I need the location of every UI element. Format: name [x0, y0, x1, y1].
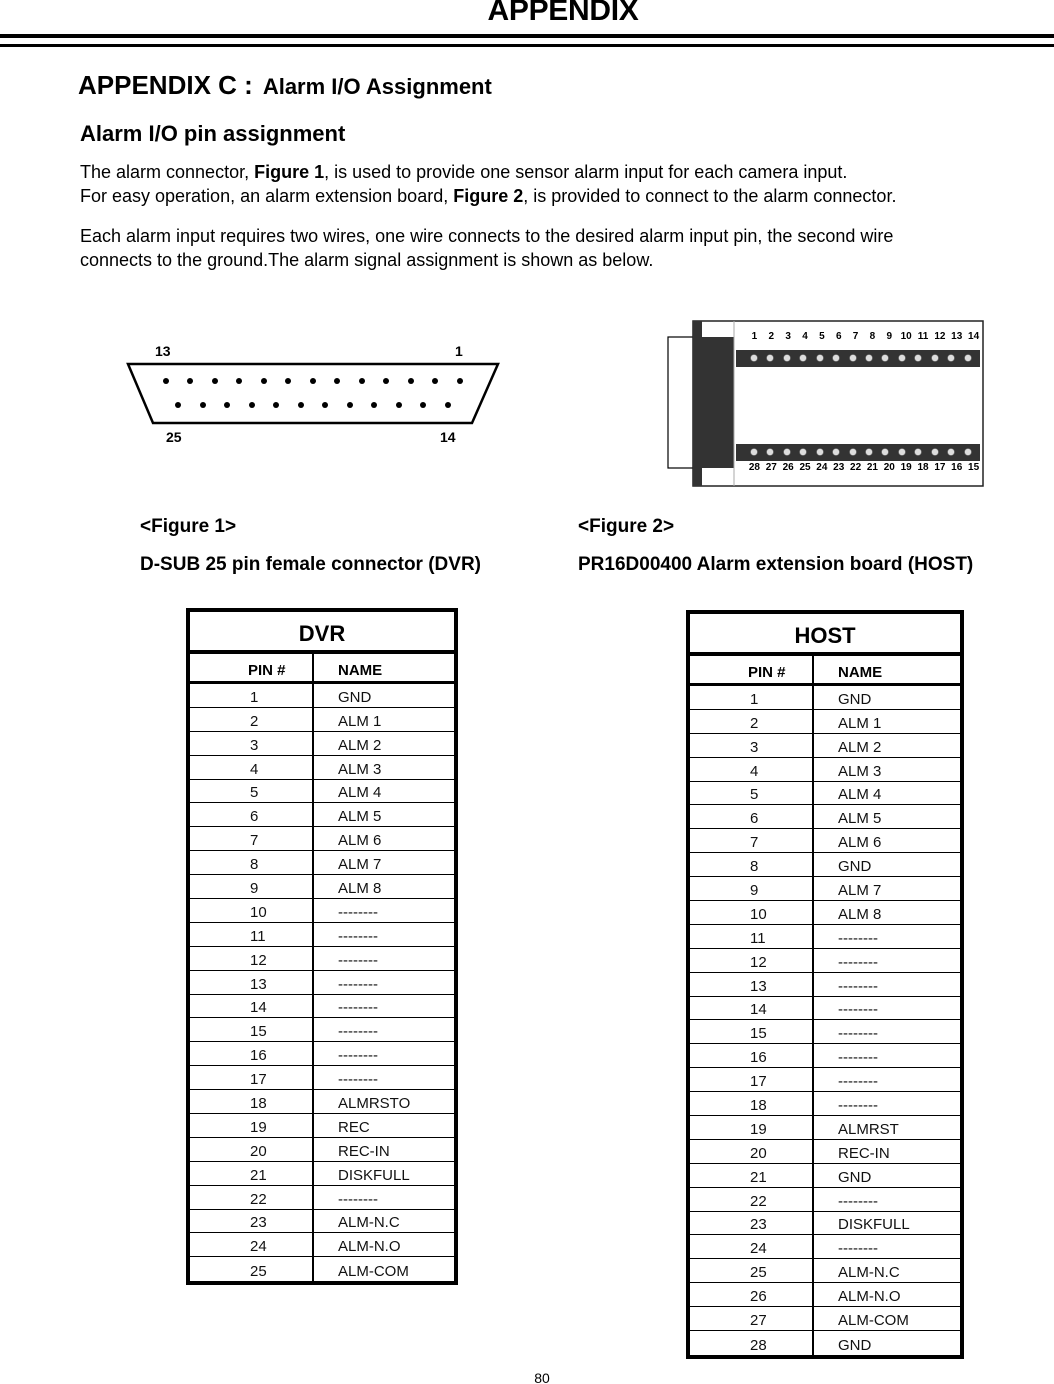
pin-number-cell: 12 [690, 949, 814, 972]
signal-name-cell: ALMRSTO [338, 1095, 411, 1113]
pin-number-cell: 10 [690, 901, 814, 924]
table-row [690, 758, 960, 782]
table-row [190, 732, 454, 756]
table-row [190, 756, 454, 780]
table-row [690, 1259, 960, 1283]
table-row [690, 805, 960, 829]
terminal-pin-number: 25 [799, 462, 811, 473]
pin-number-cell: 22 [190, 1186, 314, 1209]
signal-name-cell: -------- [838, 977, 878, 995]
terminal-pin-number: 18 [917, 462, 929, 473]
signal-name-cell: -------- [838, 1025, 878, 1043]
terminal-pin-number: 19 [900, 462, 912, 473]
table-row [190, 1210, 454, 1234]
signal-name-cell: ALM 5 [338, 808, 382, 826]
signal-name-cell: -------- [838, 929, 878, 947]
table-row [690, 925, 960, 949]
pin-number-cell: 1 [690, 686, 814, 709]
pin-number-cell: 18 [190, 1090, 314, 1113]
table-row [190, 827, 454, 851]
signal-name-cell: GND [838, 690, 872, 708]
pin-label-13: 13 [155, 343, 171, 359]
table-row [190, 708, 454, 732]
signal-name-cell: REC-IN [338, 1142, 390, 1160]
signal-name-cell: -------- [338, 1047, 378, 1065]
signal-name-cell: -------- [338, 1023, 378, 1041]
pin-number-cell: 10 [190, 899, 314, 922]
table-row [690, 853, 960, 877]
pin-number-cell: 18 [690, 1092, 814, 1115]
signal-name-cell: GND [338, 688, 372, 706]
pin-number-cell: 21 [690, 1164, 814, 1187]
signal-name-cell: GND [838, 1336, 872, 1354]
table-row [690, 1140, 960, 1164]
pin-number-cell: 2 [690, 710, 814, 733]
table-row [690, 1068, 960, 1092]
pin-number-cell: 11 [690, 925, 814, 948]
pin-number-cell: 4 [690, 758, 814, 781]
table-row [190, 851, 454, 875]
terminal-pin-number: 1 [751, 331, 758, 342]
signal-name-cell: ALMRST [838, 1120, 899, 1138]
signal-name-cell: REC [338, 1118, 370, 1136]
table-row [190, 1138, 454, 1162]
pin-number-cell: 15 [190, 1018, 314, 1041]
terminal-pin-number: 4 [802, 331, 808, 342]
host-pin-table [686, 610, 964, 1359]
pin-column-header: PIN # [190, 654, 314, 681]
signal-name-cell: ALM 4 [838, 786, 882, 804]
dvr-table-header [190, 654, 454, 684]
wiring-paragraph [80, 224, 893, 272]
pin-number-cell: 14 [690, 997, 814, 1020]
pin-number-cell: 1 [190, 684, 314, 707]
table-row [690, 901, 960, 925]
table-row [690, 973, 960, 997]
text: , is provided to connect to the alarm connector. [523, 186, 897, 206]
name-column-header: NAME [838, 664, 883, 681]
terminal-pin-number: 24 [816, 462, 828, 473]
pin-number-cell: 7 [690, 829, 814, 852]
table-row [190, 995, 454, 1019]
section-heading: Alarm I/O pin assignment [80, 121, 346, 146]
text: , is used to provide one sensor alarm input for each camera input. [324, 162, 848, 182]
bottom-pin-numbers [746, 462, 982, 473]
signal-name-cell: ALM-N.C [338, 1214, 400, 1232]
terminal-pin-number: 15 [968, 462, 980, 473]
table-row [190, 971, 454, 995]
terminal-pin-number: 14 [968, 331, 980, 342]
signal-name-cell: ALM 3 [338, 760, 382, 778]
signal-name-cell: ALM-COM [338, 1263, 409, 1281]
pin-number-cell: 13 [190, 971, 314, 994]
signal-name-cell: -------- [838, 1192, 878, 1210]
terminal-pin-number: 21 [866, 462, 878, 473]
signal-name-cell: ALM 5 [838, 810, 882, 828]
text: Each alarm input requires two wires, one wire connects to the desired alarm input pin, the second wire [80, 226, 894, 246]
signal-name-cell: ALM-N.C [838, 1264, 900, 1282]
table-row [190, 947, 454, 971]
signal-name-cell: -------- [838, 1001, 878, 1019]
signal-name-cell: ALM 7 [838, 882, 882, 900]
table-row [190, 1233, 454, 1257]
terminal-pin-number: 13 [951, 331, 963, 342]
pin-number-cell: 8 [190, 851, 314, 874]
top-pin-numbers [746, 331, 982, 342]
table-row [690, 1331, 960, 1355]
signal-name-cell: ALM 6 [338, 832, 382, 850]
terminal-pin-number: 20 [883, 462, 895, 473]
terminal-pin-number: 9 [886, 331, 893, 342]
pin-number-cell: 24 [190, 1233, 314, 1256]
table-row [690, 782, 960, 806]
table-row [690, 1092, 960, 1116]
table-row [690, 877, 960, 901]
signal-name-cell: ALM 3 [838, 762, 882, 780]
figure2-ref: Figure 2 [453, 186, 524, 206]
signal-name-cell: ALM 1 [338, 712, 382, 730]
page-title: APPENDIX [487, 0, 639, 27]
page-number: 80 [534, 1370, 550, 1384]
terminal-pin-number: 28 [748, 462, 760, 473]
signal-name-cell: ALM-N.O [838, 1288, 901, 1306]
signal-name-cell: -------- [838, 1240, 878, 1258]
table-row [690, 1164, 960, 1188]
table-row [690, 1188, 960, 1212]
signal-name-cell: DISKFULL [338, 1166, 410, 1184]
signal-name-cell: DISKFULL [838, 1216, 910, 1234]
signal-name-cell: ALM 2 [338, 736, 382, 754]
terminal-pin-number: 22 [850, 462, 862, 473]
table-row [190, 1186, 454, 1210]
pin-number-cell: 5 [690, 782, 814, 805]
pin-number-cell: 2 [190, 708, 314, 731]
text: connects to the ground.The alarm signal assignment is shown as below. [80, 250, 654, 270]
pin-number-cell: 19 [690, 1116, 814, 1139]
table-row [190, 1066, 454, 1090]
terminal-pin-number: 6 [835, 331, 842, 342]
table-row [190, 923, 454, 947]
figure1-ref: Figure 1 [254, 162, 325, 182]
pin-number-cell: 24 [690, 1235, 814, 1258]
table-row [690, 1044, 960, 1068]
host-table-title: HOST [690, 614, 960, 656]
pin-number-cell: 27 [690, 1307, 814, 1330]
host-table-header [690, 656, 960, 686]
dsub-shape-icon [120, 335, 510, 455]
pin-number-cell: 23 [190, 1210, 314, 1233]
terminal-pin-number: 5 [819, 331, 825, 342]
text: The alarm connector, [80, 162, 255, 182]
header-rule-thick [0, 34, 1054, 38]
name-column-header: NAME [338, 662, 383, 679]
table-row [190, 780, 454, 804]
signal-name-cell: -------- [338, 975, 378, 993]
signal-name-cell: -------- [338, 951, 378, 969]
table-row [690, 1020, 960, 1044]
pin-number-cell: 23 [690, 1212, 814, 1235]
signal-name-cell: ALM-N.O [338, 1238, 401, 1256]
figure2-tag: <Figure 2> [578, 516, 675, 537]
signal-name-cell: -------- [338, 927, 378, 945]
table-row [690, 997, 960, 1021]
pin-number-cell: 11 [190, 923, 314, 946]
signal-name-cell: -------- [838, 1097, 878, 1115]
pin-number-cell: 17 [190, 1066, 314, 1089]
signal-name-cell: ALM 8 [838, 905, 882, 923]
signal-name-cell: -------- [338, 903, 378, 921]
table-row [190, 1090, 454, 1114]
table-row [690, 829, 960, 853]
pin-number-cell: 16 [190, 1042, 314, 1065]
pin-number-cell: 15 [690, 1020, 814, 1043]
table-row [690, 1307, 960, 1331]
pin-number-cell: 9 [190, 875, 314, 898]
pin-number-cell: 25 [690, 1259, 814, 1282]
pin-label-25: 25 [166, 429, 182, 445]
pin-number-cell: 21 [190, 1162, 314, 1185]
pin-label-1: 1 [455, 343, 463, 359]
terminal-pin-number: 27 [765, 462, 777, 473]
terminal-pin-number: 3 [785, 331, 791, 342]
signal-name-cell: -------- [338, 1071, 378, 1089]
signal-name-cell: ALM 2 [838, 738, 882, 756]
figure2-caption: PR16D00400 Alarm extension board (HOST) [578, 554, 974, 575]
figure1-caption: D-SUB 25 pin female connector (DVR) [140, 554, 481, 575]
terminal-pin-number: 8 [869, 331, 876, 342]
table-row [190, 1018, 454, 1042]
signal-name-cell: ALM 1 [838, 714, 882, 732]
pin-number-cell: 17 [690, 1068, 814, 1091]
pin-number-cell: 25 [190, 1257, 314, 1281]
table-row [690, 686, 960, 710]
pin-number-cell: 3 [690, 734, 814, 757]
signal-name-cell: ALM 4 [338, 784, 382, 802]
alarm-extension-board-figure [666, 320, 984, 488]
text: For easy operation, an alarm extension board, [80, 186, 454, 206]
pin-number-cell: 8 [690, 853, 814, 876]
appendix-subtitle: Alarm I/O Assignment [262, 74, 492, 99]
table-row [690, 1212, 960, 1236]
signal-name-cell: REC-IN [838, 1144, 890, 1162]
pin-number-cell: 20 [190, 1138, 314, 1161]
pin-number-cell: 22 [690, 1188, 814, 1211]
table-row [190, 1042, 454, 1066]
figure1-tag: <Figure 1> [140, 516, 237, 537]
dvr-table-body [190, 684, 454, 1281]
pin-number-cell: 6 [190, 803, 314, 826]
pin-number-cell: 9 [690, 877, 814, 900]
signal-name-cell: GND [838, 858, 872, 876]
table-row [690, 1235, 960, 1259]
signal-name-cell: -------- [838, 1073, 878, 1091]
signal-name-cell: ALM 8 [338, 880, 382, 898]
dsub25-connector-figure [120, 335, 510, 455]
table-row [190, 1257, 454, 1281]
dvr-table-title: DVR [190, 612, 454, 654]
header-rule-thin [0, 44, 1054, 47]
signal-name-cell: -------- [838, 1049, 878, 1067]
signal-name-cell: ALM-COM [838, 1312, 909, 1330]
pin-number-cell: 20 [690, 1140, 814, 1163]
pin-number-cell: 19 [190, 1114, 314, 1137]
pin-number-cell: 7 [190, 827, 314, 850]
pin-number-cell: 12 [190, 947, 314, 970]
table-row [190, 875, 454, 899]
signal-name-cell: -------- [338, 1190, 378, 1208]
pin-number-cell: 3 [190, 732, 314, 755]
signal-name-cell: ALM 7 [338, 856, 382, 874]
dvr-pin-table [186, 608, 458, 1285]
table-row [190, 899, 454, 923]
terminal-pin-number: 16 [951, 462, 963, 473]
pin-number-cell: 4 [190, 756, 314, 779]
terminal-pin-number: 23 [833, 462, 845, 473]
table-row [690, 710, 960, 734]
table-row [690, 1116, 960, 1140]
pin-number-cell: 26 [690, 1283, 814, 1306]
appendix-label: APPENDIX C : [78, 70, 253, 100]
signal-name-cell: -------- [338, 999, 378, 1017]
terminal-pin-number: 12 [934, 331, 946, 342]
terminal-pin-number: 11 [917, 331, 929, 342]
pin-label-14: 14 [440, 429, 456, 445]
intro-paragraph [80, 160, 896, 208]
pin-number-cell: 16 [690, 1044, 814, 1067]
signal-name-cell: ALM 6 [838, 834, 882, 852]
terminal-pin-number: 2 [768, 331, 775, 342]
host-table-body [690, 686, 960, 1355]
appendix-heading [78, 70, 492, 101]
pin-number-cell: 14 [190, 995, 314, 1018]
terminal-pin-number: 26 [782, 462, 794, 473]
pin-number-cell: 28 [690, 1331, 814, 1355]
table-row [190, 803, 454, 827]
table-row [690, 734, 960, 758]
terminal-pin-number: 7 [852, 331, 859, 342]
pin-number-cell: 6 [690, 805, 814, 828]
table-row [690, 1283, 960, 1307]
terminal-pin-number: 10 [900, 331, 912, 342]
pin-number-cell: 5 [190, 780, 314, 803]
table-row [190, 1162, 454, 1186]
table-row [190, 684, 454, 708]
pin-column-header: PIN # [690, 656, 814, 683]
terminal-pin-number: 17 [934, 462, 946, 473]
signal-name-cell: GND [838, 1168, 872, 1186]
pin-number-cell: 13 [690, 973, 814, 996]
table-row [690, 949, 960, 973]
signal-name-cell: -------- [838, 953, 878, 971]
table-row [190, 1114, 454, 1138]
